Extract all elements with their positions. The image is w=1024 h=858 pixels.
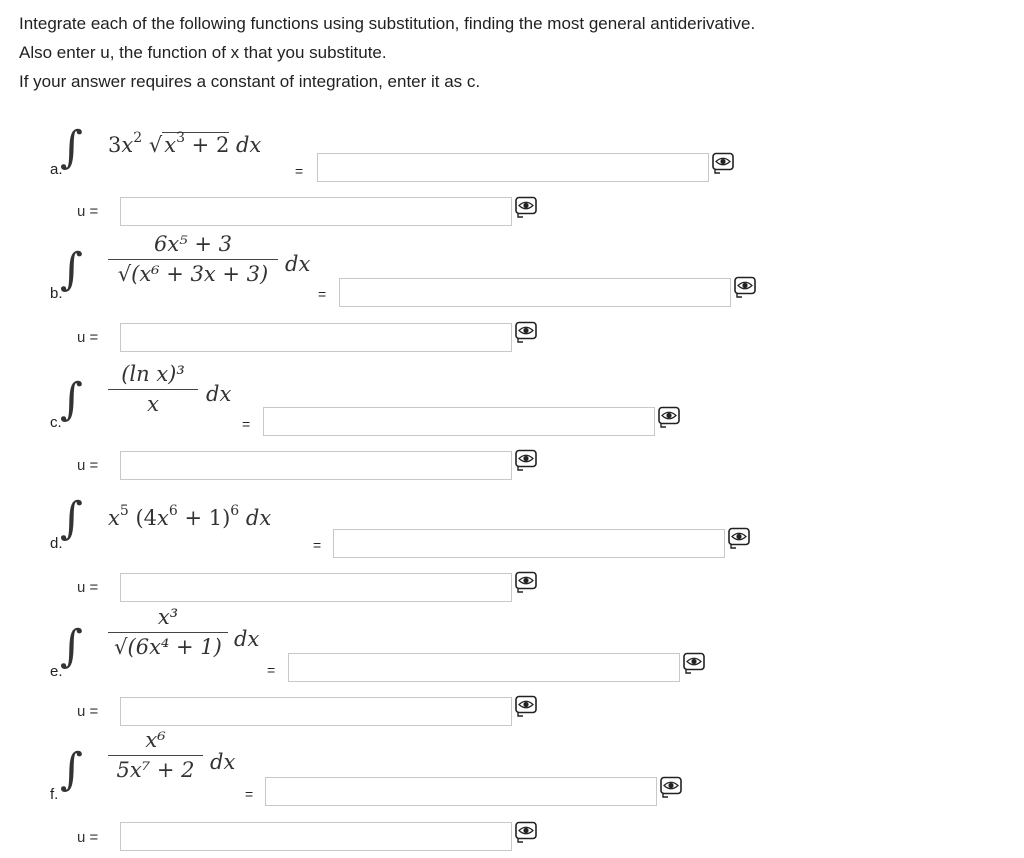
fraction-e [108,605,228,659]
preview-eye-icon[interactable] [514,695,538,717]
integral-sign-a: ∫ [60,122,83,173]
u-label-f: u = [77,829,99,846]
answer-input-d[interactable] [333,529,725,558]
problem-letter-c: c. [50,414,62,431]
numerator-c: (ln x)³ [108,362,198,390]
problem-letter-f: f. [50,786,59,803]
u-input-c[interactable] [120,451,512,480]
denominator-c: x [147,392,159,416]
preview-eye-icon[interactable] [657,406,681,428]
problem-letter-a: a. [50,161,63,178]
u-input-b[interactable] [120,323,512,352]
preview-eye-icon[interactable] [659,776,683,798]
equals-c: = [242,416,251,432]
answer-input-b[interactable] [339,278,731,307]
fraction-c [108,362,198,416]
u-input-d[interactable] [120,573,512,602]
u-label-e: u = [77,703,99,720]
problem-letter-b: b. [50,285,63,302]
integrand-d: $x^5$ $(4x^6 + 1)^6$ dx [108,503,272,530]
equals-a: = [295,163,304,179]
answer-input-c[interactable] [263,407,655,436]
instruction-line-3: If your answer requires a constant of integration, enter it as c. [19,72,481,91]
preview-eye-icon[interactable] [682,652,706,674]
instruction-line-1: Integrate each of the following functions using substitution, finding the most general antiderivative. [19,14,756,33]
answer-input-a[interactable] [317,153,709,182]
fraction-b [108,232,278,286]
preview-eye-icon[interactable] [514,571,538,593]
problem-letter-d: d. [50,535,63,552]
dx-b: dx [285,252,311,276]
numerator-f: x⁶ [108,728,203,756]
integral-sign-e: ∫ [60,621,83,672]
dx-c: dx [206,382,232,406]
instructions [19,9,755,96]
u-label-b: u = [77,329,99,346]
problem-letter-e: e. [50,663,63,680]
preview-eye-icon[interactable] [514,321,538,343]
equals-e: = [267,662,276,678]
dx-f: dx [210,750,236,774]
u-input-e[interactable] [120,697,512,726]
u-label-a: u = [77,203,99,220]
integral-sign-f: ∫ [60,744,83,795]
preview-eye-icon[interactable] [733,276,757,298]
preview-eye-icon[interactable] [727,527,751,549]
instruction-line-2: Also enter u, the function of x that you substitute. [19,43,387,62]
integral-sign-b: ∫ [60,244,83,295]
numerator-e: x³ [108,605,228,633]
u-input-f[interactable] [120,822,512,851]
answer-input-e[interactable] [288,653,680,682]
u-label-c: u = [77,457,99,474]
integrand-a: $3x^2$ $√x^3 + 2$ dx [108,130,262,157]
fraction-f [108,728,203,782]
integral-sign-d: ∫ [60,493,83,544]
denominator-b: √(x⁶ + 3x + 3) [117,262,269,286]
answer-input-f[interactable] [265,777,657,806]
u-label-d: u = [77,579,99,596]
denominator-e: √(6x⁴ + 1) [114,635,222,659]
preview-eye-icon[interactable] [514,449,538,471]
equals-b: = [318,286,327,302]
equals-f: = [245,786,254,802]
equals-d: = [313,537,322,553]
preview-eye-icon[interactable] [514,196,538,218]
u-input-a[interactable] [120,197,512,226]
integral-sign-c: ∫ [60,374,83,425]
preview-eye-icon[interactable] [514,821,538,843]
denominator-f: 5x⁷ + 2 [116,758,195,782]
numerator-b: 6x⁵ + 3 [108,232,278,260]
preview-eye-icon[interactable] [711,152,735,174]
dx-e: dx [234,627,260,651]
